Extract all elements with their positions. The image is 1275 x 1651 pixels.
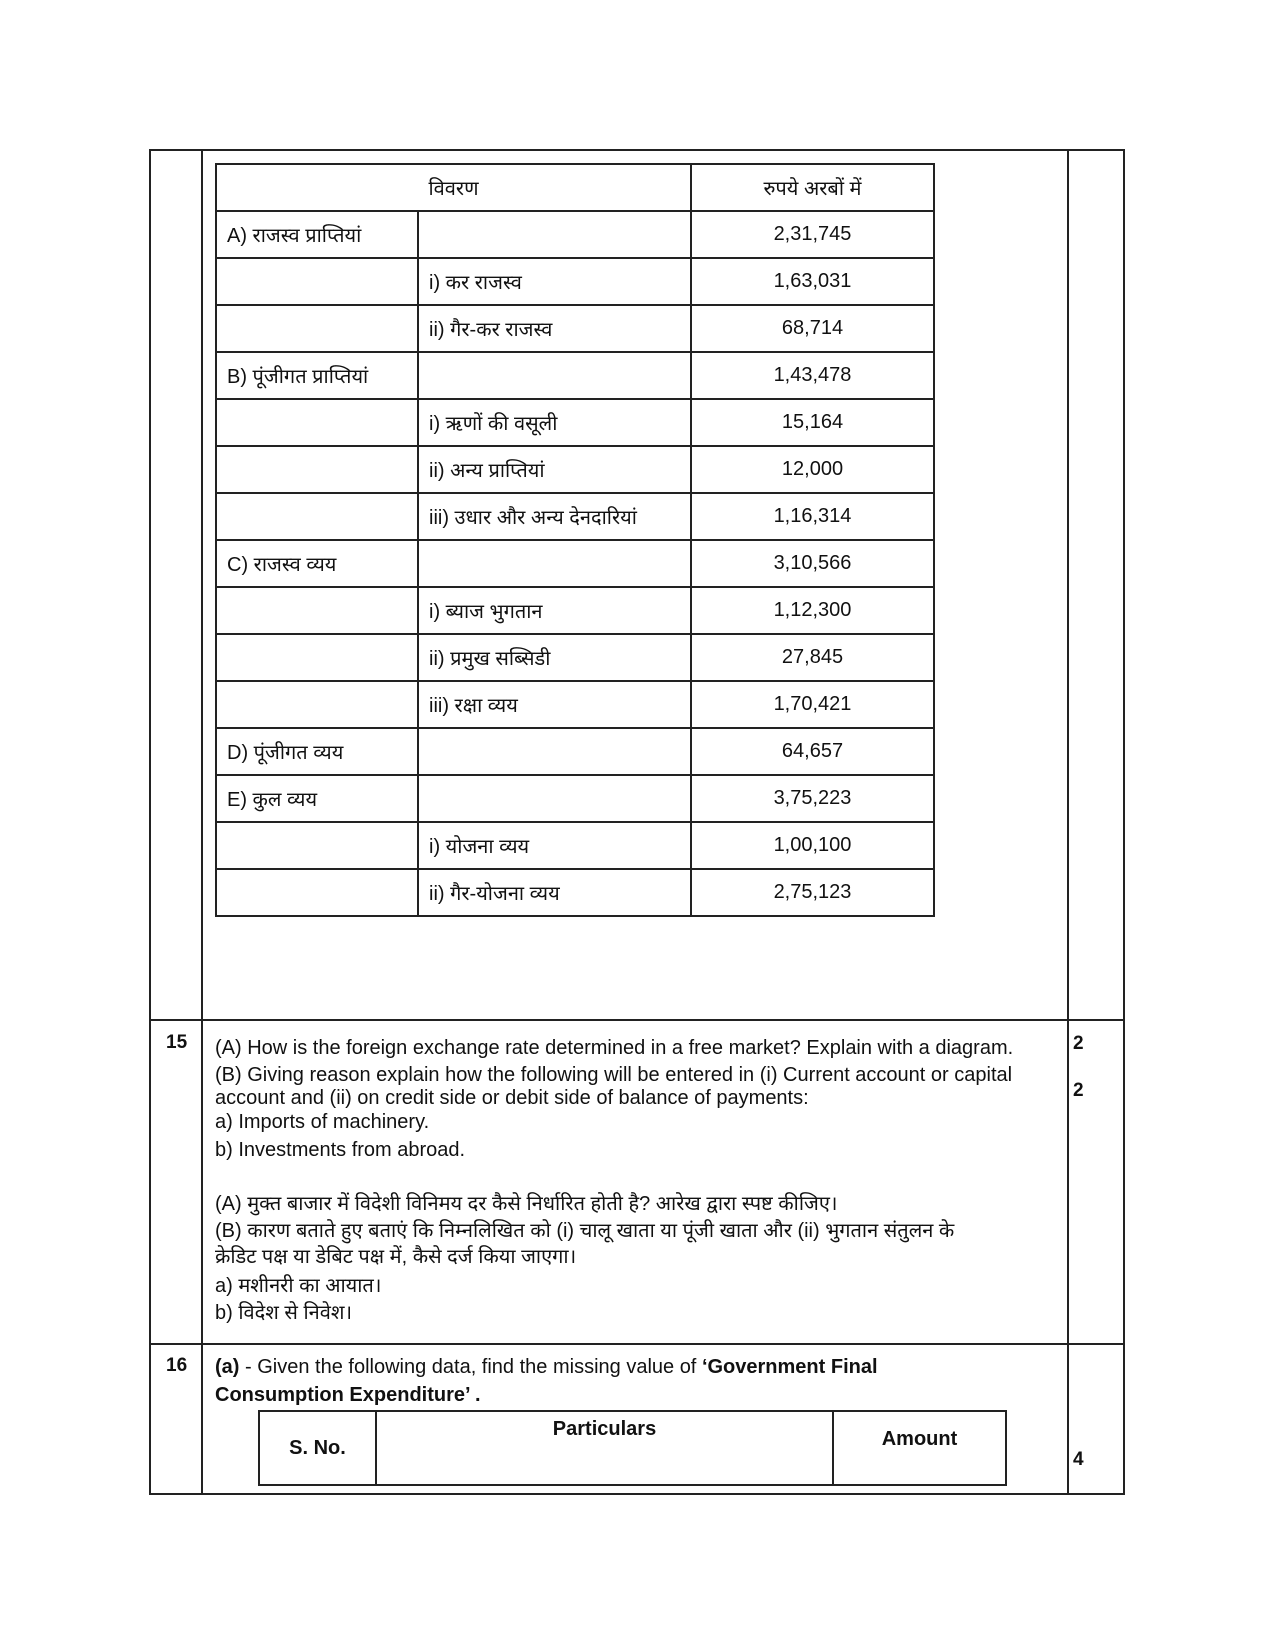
row-value: 1,12,300 <box>691 587 934 634</box>
header-amount: रुपये अरबों में <box>691 164 934 211</box>
q15-hindi-line-4: a) मशीनरी का आयात। <box>215 1275 382 1297</box>
question-number-16: 16 <box>166 1355 188 1376</box>
row-sub-label <box>418 775 691 822</box>
marks-15a: 2 <box>1073 1033 1084 1054</box>
marks-16: 4 <box>1073 1449 1084 1470</box>
row-value: 68,714 <box>691 305 934 352</box>
table-row <box>216 728 934 775</box>
row-sub-label: ii) प्रमुख सब्सिडी <box>418 634 691 681</box>
q16-emphasis-1: ‘Government Final <box>701 1356 878 1378</box>
q16-prompt <box>215 1353 878 1409</box>
row-main-label: C) राजस्व व्यय <box>216 540 418 587</box>
q16-table-header-row <box>259 1411 1006 1485</box>
q16-data-table <box>258 1410 1007 1486</box>
col-header-amount: Amount <box>833 1411 1006 1485</box>
row-value: 64,657 <box>691 728 934 775</box>
row-sub-label <box>418 540 691 587</box>
budget-table <box>215 163 935 917</box>
row-value: 1,00,100 <box>691 822 934 869</box>
row-sub-label: i) ब्याज भुगतान <box>418 587 691 634</box>
table-row <box>216 681 934 728</box>
row-main-label: A) राजस्व प्राप्तियां <box>216 211 418 258</box>
q15-hindi-line-3: क्रेडिट पक्ष या डेबिट पक्ष में, कैसे दर्ज किया जाएगा। <box>215 1246 577 1268</box>
q15-english-line-4: a) Imports of machinery. <box>215 1111 430 1133</box>
row-sub-label: ii) गैर-कर राजस्व <box>418 305 691 352</box>
q15-english-line-5: b) Investments from abroad. <box>215 1139 466 1161</box>
row-sub-label <box>418 211 691 258</box>
q15-hindi-line-2: (B) कारण बताते हुए बताएं कि निम्नलिखित को (i) चालू खाता या पूंजी खाता और (ii) भुगतान संतुलन के <box>215 1220 955 1242</box>
row-value: 15,164 <box>691 399 934 446</box>
marks-15b: 2 <box>1073 1080 1084 1101</box>
row-sub-label: ii) गैर-योजना व्यय <box>418 869 691 916</box>
row-main-label <box>216 305 418 352</box>
table-row <box>216 211 934 258</box>
row-sub-label <box>418 728 691 775</box>
row-sub-label: i) योजना व्यय <box>418 822 691 869</box>
row-value: 2,75,123 <box>691 869 934 916</box>
row-main-label <box>216 399 418 446</box>
table-row <box>216 352 934 399</box>
row-divider-15 <box>149 1019 1125 1021</box>
row-value: 12,000 <box>691 446 934 493</box>
row-value: 3,75,223 <box>691 775 934 822</box>
table-row <box>216 822 934 869</box>
row-main-label <box>216 869 418 916</box>
table-row <box>216 634 934 681</box>
table-row <box>216 399 934 446</box>
row-sub-label: ii) अन्य प्राप्तियां <box>418 446 691 493</box>
table-row <box>216 446 934 493</box>
row-main-label: B) पूंजीगत प्राप्तियां <box>216 352 418 399</box>
row-main-label: D) पूंजीगत व्यय <box>216 728 418 775</box>
row-sub-label <box>418 352 691 399</box>
row-value: 1,43,478 <box>691 352 934 399</box>
table-row <box>216 493 934 540</box>
row-value: 1,16,314 <box>691 493 934 540</box>
q16-part-label: (a) <box>215 1356 240 1378</box>
row-sub-label: iii) रक्षा व्यय <box>418 681 691 728</box>
table-row <box>216 775 934 822</box>
row-sub-label: iii) उधार और अन्य देनदारियां <box>418 493 691 540</box>
question-number-15: 15 <box>166 1032 188 1053</box>
row-main-label <box>216 493 418 540</box>
row-main-label <box>216 634 418 681</box>
table-row <box>216 258 934 305</box>
row-value: 2,31,745 <box>691 211 934 258</box>
row-sub-label: i) कर राजस्व <box>418 258 691 305</box>
row-main-label <box>216 446 418 493</box>
row-sub-label: i) ऋणों की वसूली <box>418 399 691 446</box>
q15-english-line-3: account and (ii) on credit side or debit side of balance of payments: <box>215 1087 809 1109</box>
table-row <box>216 540 934 587</box>
row-main-label <box>216 258 418 305</box>
row-value: 3,10,566 <box>691 540 934 587</box>
column-divider-left <box>201 149 203 1495</box>
q15-english-line-1: (A) How is the foreign exchange rate determined in a free market? Explain with a diagram. <box>215 1037 1014 1059</box>
row-value: 27,845 <box>691 634 934 681</box>
row-main-label <box>216 822 418 869</box>
q16-text: - Given the following data, find the missing value of <box>239 1356 702 1378</box>
row-value: 1,63,031 <box>691 258 934 305</box>
header-particulars: विवरण <box>216 164 691 211</box>
table-row <box>216 587 934 634</box>
row-value: 1,70,421 <box>691 681 934 728</box>
row-main-label: E) कुल व्यय <box>216 775 418 822</box>
q15-english-line-2: (B) Giving reason explain how the following will be entered in (i) Current account or capital <box>215 1064 1013 1086</box>
col-header-particulars: Particulars <box>376 1411 833 1485</box>
q16-emphasis-2: Consumption Expenditure’ . <box>215 1384 481 1406</box>
row-main-label <box>216 587 418 634</box>
column-divider-right <box>1067 149 1069 1495</box>
row-main-label <box>216 681 418 728</box>
table-row <box>216 305 934 352</box>
table-row <box>216 869 934 916</box>
budget-header-row <box>216 164 934 211</box>
q15-hindi-line-1: (A) मुक्त बाजार में विदेशी विनिमय दर कैसे निर्धारित होती है? आरेख द्वारा स्पष्ट कीजिए। <box>215 1193 838 1215</box>
q15-hindi-line-5: b) विदेश से निवेश। <box>215 1302 353 1324</box>
row-divider-16 <box>149 1343 1125 1345</box>
col-header-sno: S. No. <box>259 1411 376 1485</box>
